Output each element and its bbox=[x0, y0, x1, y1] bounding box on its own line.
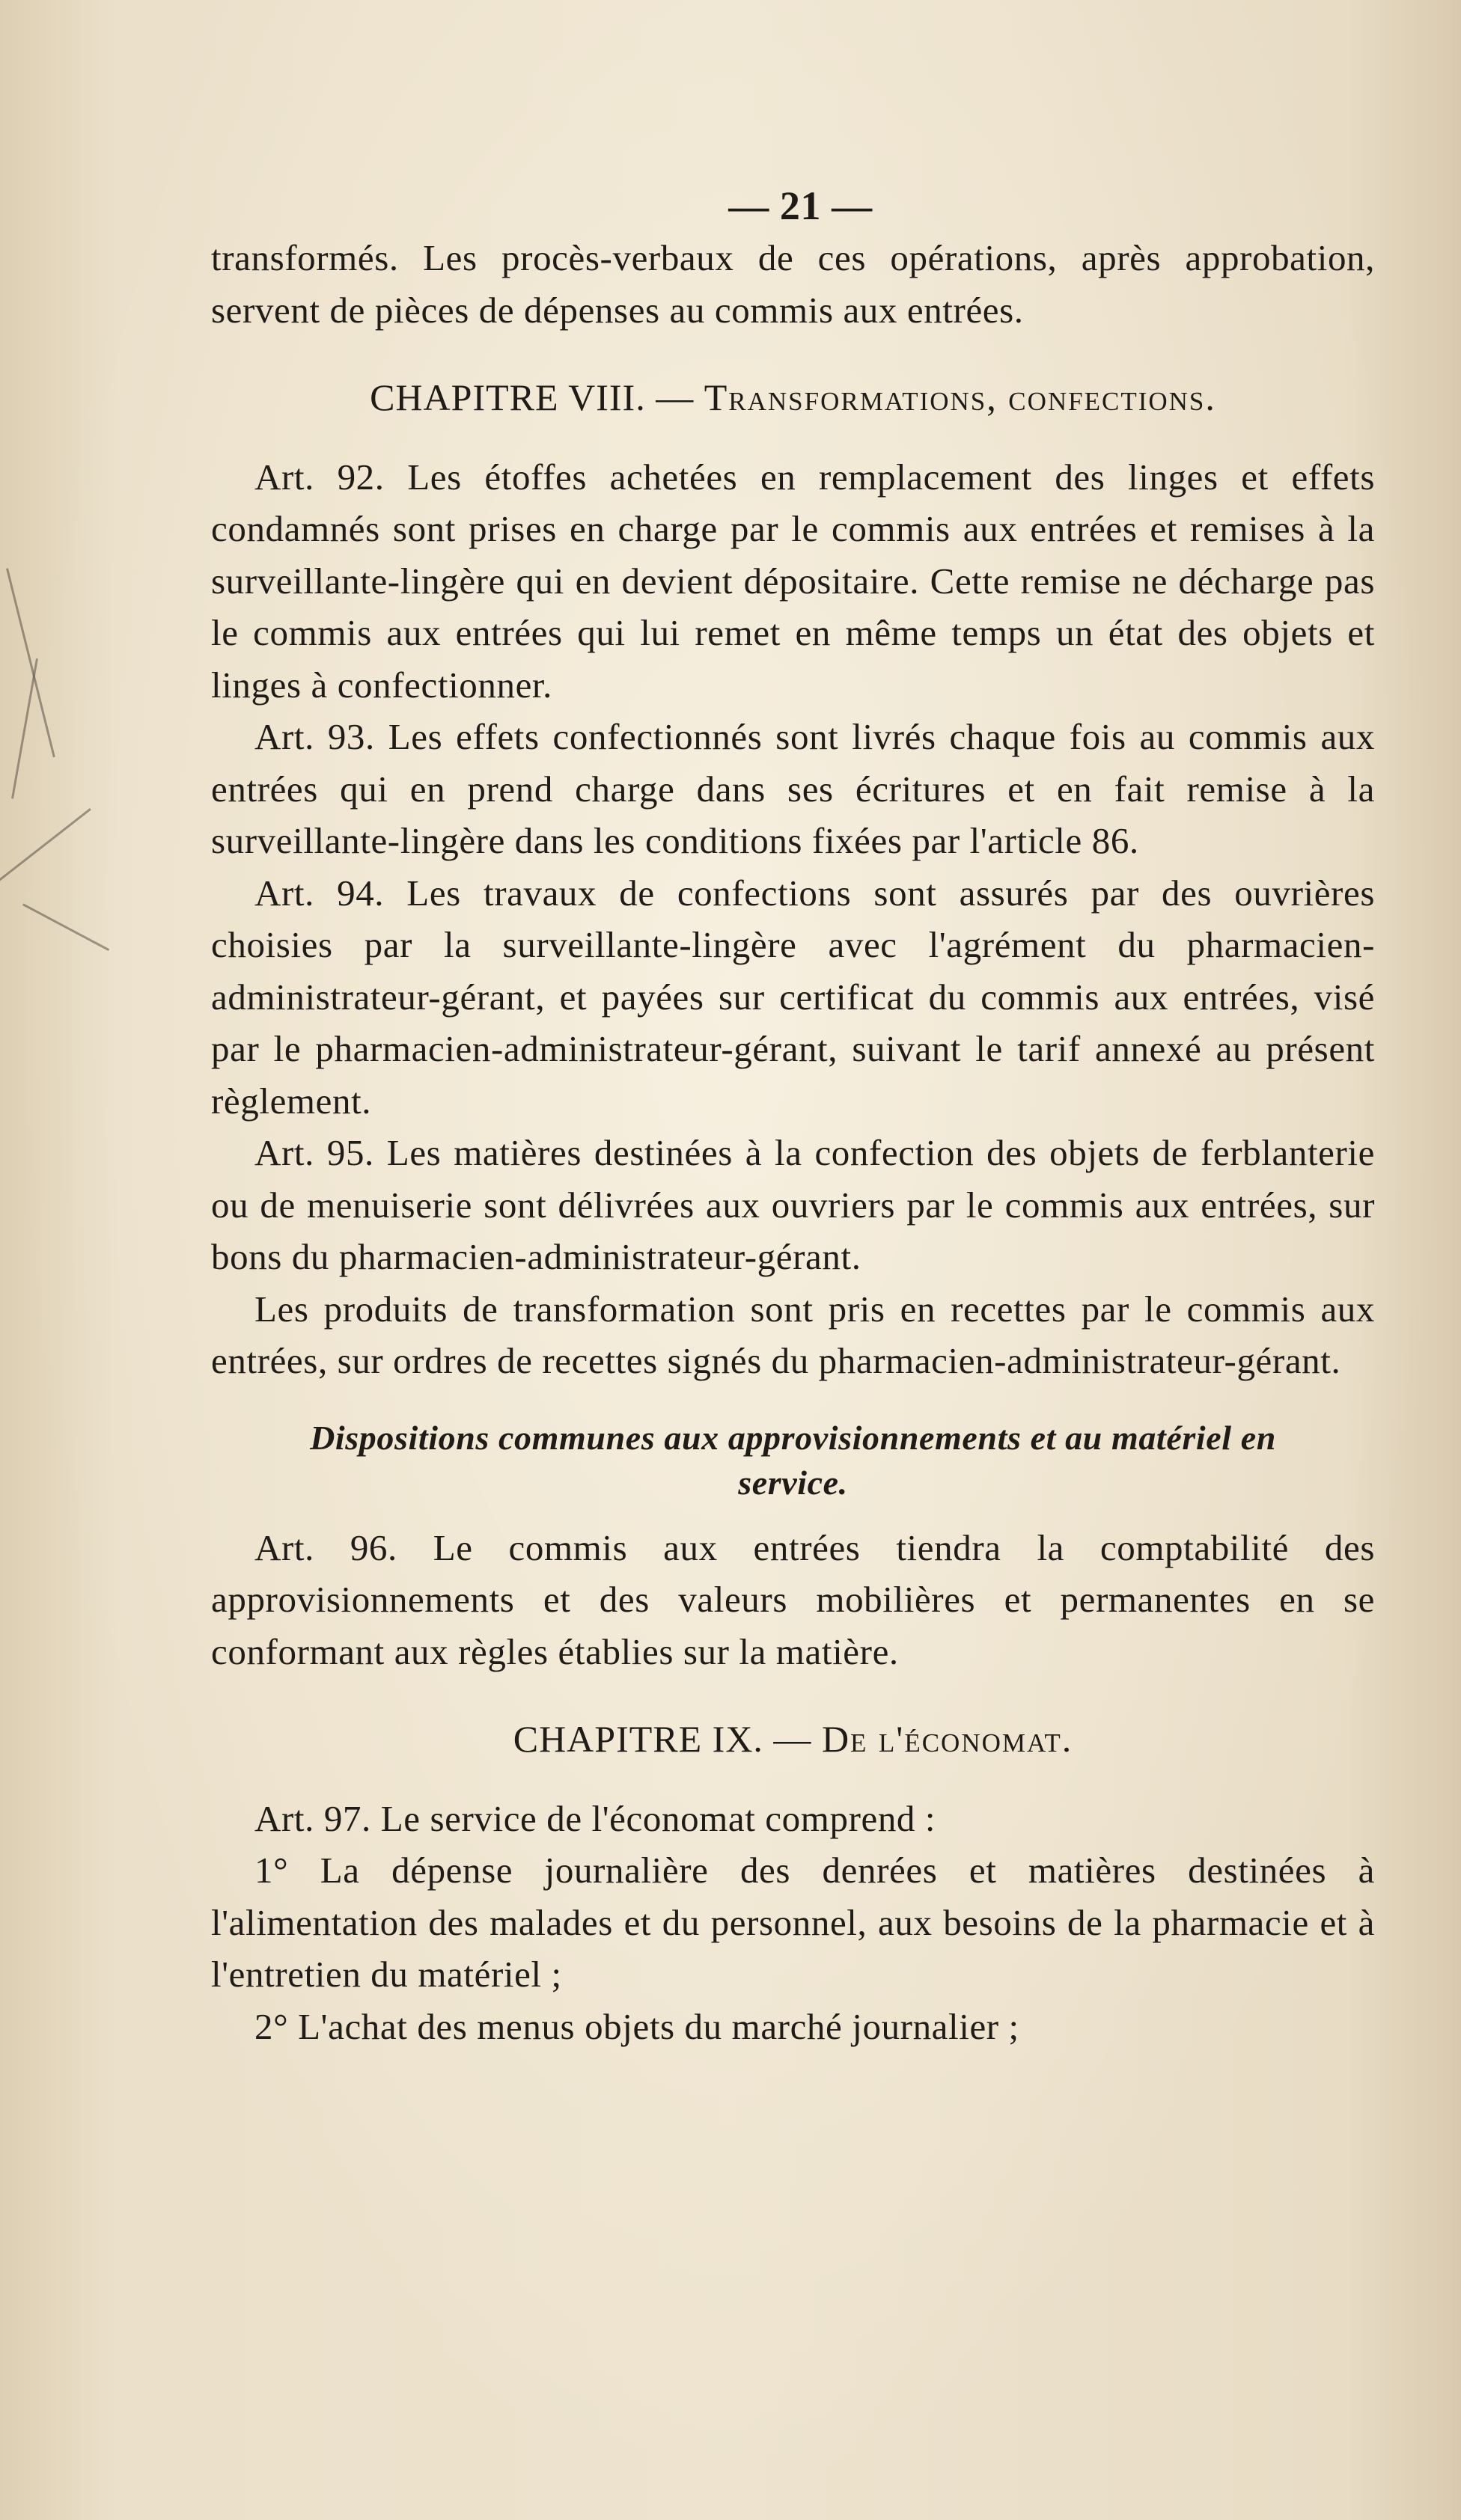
page-text bbox=[211, 180, 1375, 2052]
margin-pencil-mark bbox=[6, 568, 55, 757]
chapter-title: De l'économat. bbox=[821, 1718, 1073, 1760]
paragraph: Art. 92. Les étoffes achetées en remplacement des linges et effets condamnés sont prises en charge par le commis aux entrées et remises à la surveillante-lingère qui en devient dépositaire. Cette remise ne décharge pas le commis aux entrées qui lui remet en même temps un état des objets et linges à confectionner. bbox=[211, 456, 1375, 706]
page-number: — 21 — bbox=[728, 183, 873, 228]
chapter-number: CHAPITRE IX. — bbox=[513, 1718, 822, 1760]
paragraph: transformés. Les procès-verbaux de ces opérations, après approbation, servent de pièces de dépenses au commis aux entrées. bbox=[211, 237, 1375, 331]
paragraph: 1° La dépense journalière des denrées et matières destinées à l'alimentation des malades et du personnel, aux besoins de la pharmacie et à l'entretien du matériel ; bbox=[211, 1850, 1375, 1995]
paragraph: 2° L'achat des menus objets du marché journalier ; bbox=[254, 2005, 1019, 2047]
section-subtitle: Dispositions communes aux approvisionnements et au matériel en service. bbox=[310, 1418, 1276, 1502]
paragraph: Art. 95. Les matières destinées à la confection des objets de ferblanterie ou de menuiserie sont délivrées aux ouvriers par le commis aux entrées, sur bons du pharmacien-administrateur-gérant. bbox=[211, 1132, 1375, 1277]
paragraph: Art. 96. Le commis aux entrées tiendra la comptabilité des approvisionnements et des valeurs mobilières et permanentes en se conformant aux règles établies sur la matière. bbox=[211, 1526, 1375, 1672]
paragraph: Les produits de transformation sont pris en recettes par le commis aux entrées, sur ordres de recettes signés du pharmacien-administrateur-gérant. bbox=[211, 1288, 1375, 1381]
paragraph: Art. 94. Les travaux de confections sont assurés par des ouvrières choisies par la surveillante-lingère avec l'agrément du pharmacien-administrateur-gérant, et payées sur certificat du commis aux entrées, visé par le pharmacien-administrateur-gérant, suivant le tarif annexé au présent règlement. bbox=[211, 872, 1375, 1122]
paragraph: Art. 97. Le service de l'économat comprend : bbox=[254, 1797, 936, 1839]
chapter-number: CHAPITRE VIII. — bbox=[370, 376, 704, 418]
margin-pencil-mark bbox=[22, 903, 109, 951]
paragraph: Art. 93. Les effets confectionnés sont livrés chaque fois au commis aux entrées qui en prend charge dans ses écritures et en fait remise à la surveillante-lingère dans les conditions fixées par l'article 86. bbox=[211, 716, 1375, 861]
chapter-heading bbox=[211, 372, 1375, 424]
margin-pencil-mark bbox=[11, 658, 38, 799]
margin-pencil-mark bbox=[0, 808, 91, 888]
chapter-title: Transformations, confections. bbox=[704, 376, 1216, 418]
chapter-heading bbox=[211, 1713, 1375, 1766]
page-content bbox=[211, 232, 1375, 2052]
